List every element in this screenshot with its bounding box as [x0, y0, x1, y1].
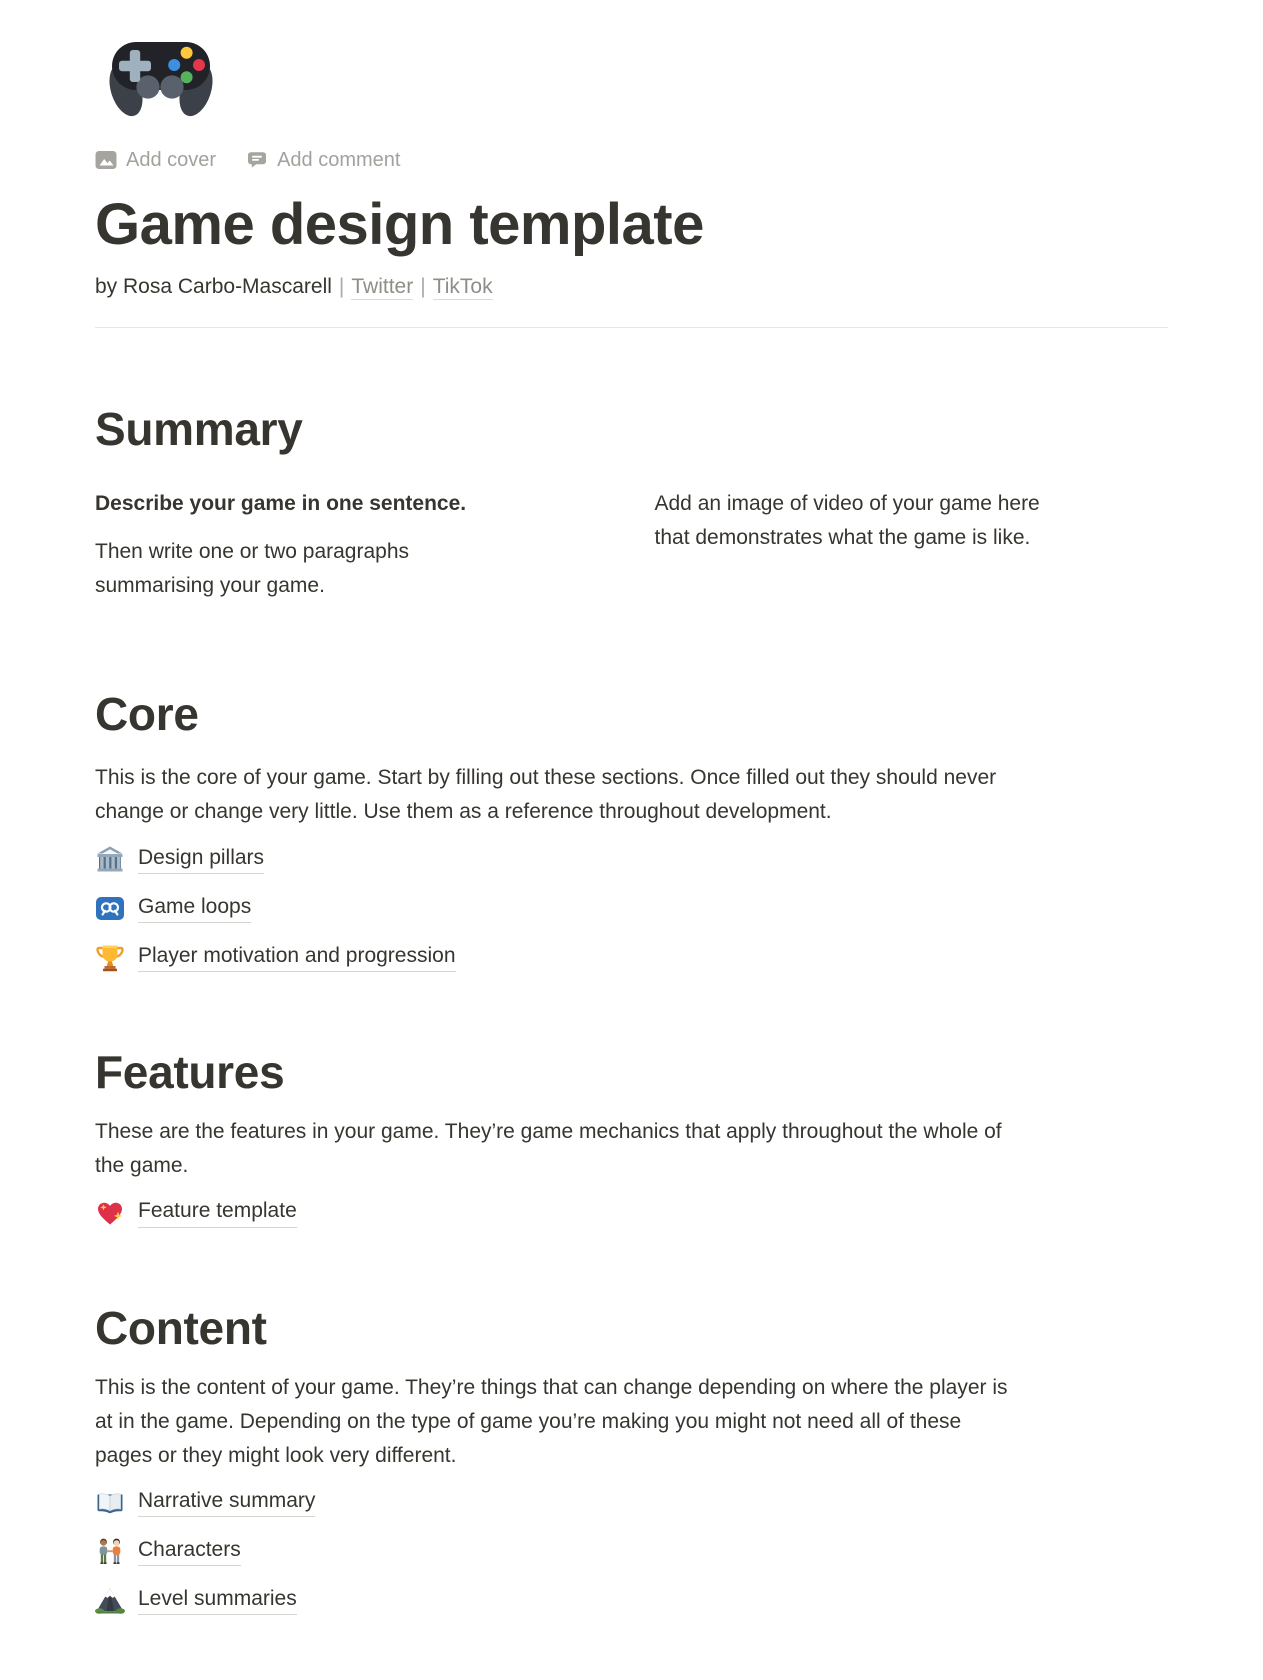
- divider: [95, 327, 1168, 328]
- page-link-characters[interactable]: [95, 1534, 1168, 1570]
- image-icon: [95, 150, 117, 170]
- page-link-player-motivation[interactable]: [95, 939, 1168, 975]
- core-paragraph: This is the core of your game. Start by filling out these sections. Once filled out they should never change or change very little. Use them as a reference throughout development.: [95, 766, 997, 824]
- add-cover-button[interactable]: [95, 149, 216, 172]
- page-link-design-pillars[interactable]: [95, 841, 1168, 877]
- content-links: [95, 1485, 1168, 1619]
- summary-right-paragraph: Add an image of video of your game here that demonstrates what the game is like.: [654, 492, 1040, 550]
- features-links: [95, 1195, 1168, 1231]
- content-paragraph: This is the content of your game. They’re things that can change depending on where the player is at in the game. Depending on the type of game you’re making you might not need all of these pages or they might look very different.: [95, 1375, 1008, 1467]
- page-icon[interactable]: [105, 36, 225, 120]
- page-link-label: Level summaries: [138, 1586, 297, 1615]
- summary-left-paragraph: Then write one or two paragraphs summarising your game.: [95, 540, 410, 598]
- snow-capped-mountain-icon: [95, 1587, 125, 1614]
- page-link-label: Design pillars: [138, 845, 264, 874]
- open-book-icon: [95, 1490, 125, 1516]
- core-links: [95, 841, 1168, 975]
- game-controller-icon: [105, 36, 217, 120]
- content-heading: Content: [95, 1302, 267, 1355]
- byline-author: by Rosa Carbo-Mascarell: [95, 274, 332, 298]
- comment-icon: [246, 150, 268, 170]
- double-loop-icon: [95, 895, 125, 922]
- summary-heading: Summary: [95, 402, 303, 455]
- features-paragraph: These are the features in your game. They’re game mechanics that apply throughout the whole of the game.: [95, 1120, 1002, 1178]
- tiktok-link[interactable]: TikTok: [432, 274, 493, 298]
- page-link-level-summaries[interactable]: [95, 1583, 1168, 1619]
- core-heading: Core: [95, 688, 199, 741]
- byline: [95, 275, 1168, 299]
- page-link-label: Player motivation and progression: [138, 943, 456, 972]
- summary-columns: [95, 487, 1168, 603]
- add-comment-label: Add comment: [277, 148, 401, 171]
- features-heading: Features: [95, 1046, 285, 1099]
- two-people-icon: [95, 1537, 125, 1567]
- page-link-label: Narrative summary: [138, 1488, 315, 1517]
- page-link-game-loops[interactable]: [95, 890, 1168, 926]
- add-cover-label: Add cover: [126, 148, 217, 171]
- page-title[interactable]: Game design template: [95, 192, 704, 257]
- classical-building-icon: [95, 844, 125, 874]
- byline-separator: |: [420, 274, 426, 298]
- page-link-label: Feature template: [138, 1198, 297, 1227]
- add-comment-button[interactable]: [246, 149, 400, 172]
- page-action-row: [95, 146, 1168, 174]
- page-link-feature-template[interactable]: [95, 1195, 1168, 1231]
- page-link-label: Game loops: [138, 894, 251, 923]
- twitter-link[interactable]: Twitter: [351, 274, 414, 298]
- page-link-label: Characters: [138, 1537, 241, 1566]
- summary-left-column: [95, 487, 609, 603]
- sparkling-heart-icon: [95, 1199, 125, 1227]
- summary-right-column: [655, 487, 1169, 603]
- summary-lead-text: Describe your game in one sentence.: [95, 492, 467, 516]
- trophy-icon: [95, 942, 125, 972]
- byline-separator: |: [338, 274, 345, 298]
- page-link-narrative-summary[interactable]: [95, 1485, 1168, 1521]
